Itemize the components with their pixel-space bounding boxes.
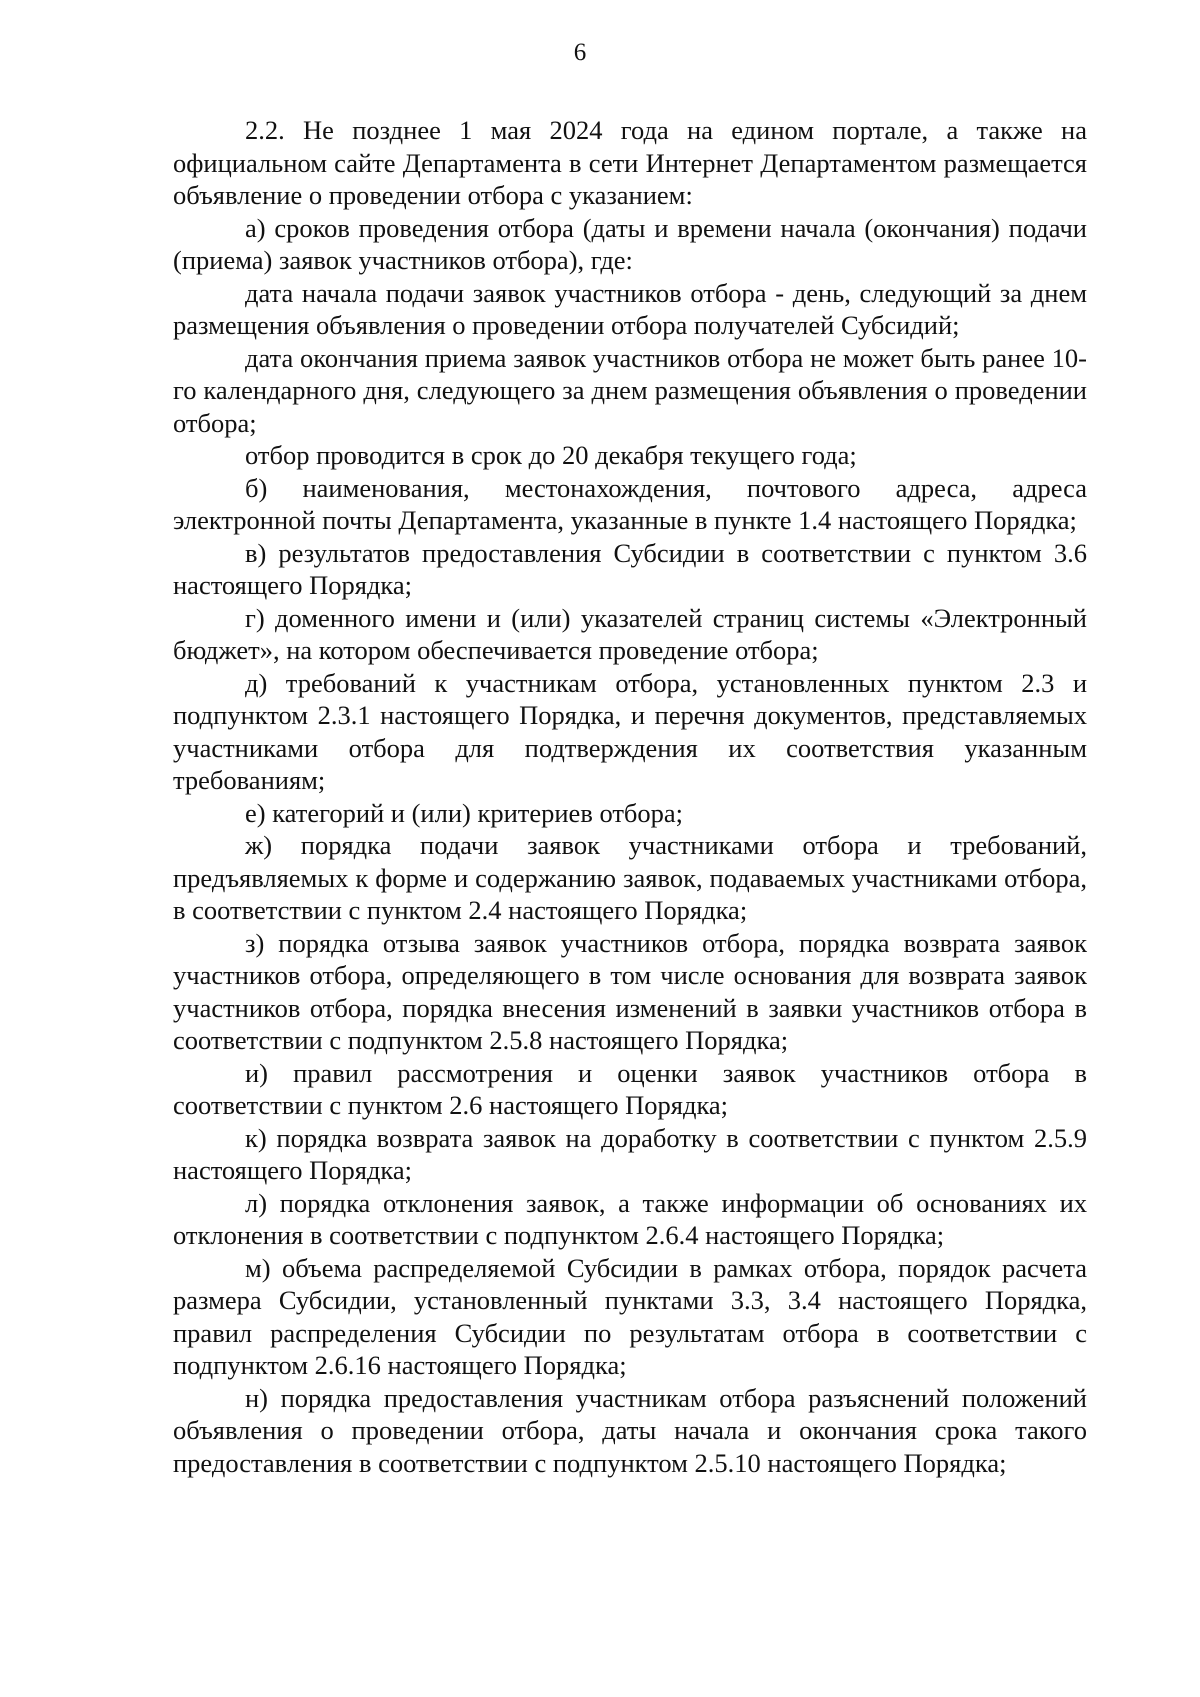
page-number: 6 xyxy=(573,39,587,66)
paragraph: ж) порядка подачи заявок участниками отбора и требований, предъявляемых к форме и содержанию заявок, подаваемых участниками отбора, в соответствии с пунктом 2.4 настоящего Порядка; xyxy=(173,830,1087,925)
paragraph: в) результатов предоставления Субсидии в соответствии с пунктом 3.6 настоящего Порядка; xyxy=(173,537,1087,600)
paragraph: дата окончания приема заявок участников отбора не может быть ранее 10-го календарного дня, следующего за днем размещения объявления о проведении отбора; xyxy=(173,342,1087,438)
paragraph: 2.2. Не позднее 1 мая 2024 года на едином портале, а также на официальном сайте Департамента в сети Интернет Департаментом размещается объявление о проведении отбора с указанием: xyxy=(173,115,1087,210)
paragraph: д) требований к участникам отбора, установленных пунктом 2.3 и подпунктом 2.3.1 настоящего Порядка, и перечня документов, представляемых участниками отбора для подтверждения их соответствия указанным требованиям; xyxy=(173,667,1087,795)
paragraph: г) доменного имени и (или) указателей страниц системы «Электронный бюджет», на котором обеспечивается проведение отбора; xyxy=(173,602,1087,665)
paragraph: дата начала подачи заявок участников отбора - день, следующий за днем размещения объявления о проведении отбора получателей Субсидий; xyxy=(173,277,1087,340)
paragraph: з) порядка отзыва заявок участников отбора, порядка возврата заявок участников отбора, определяющего в том числе основания для возврата заявок участников отбора, порядка внесения изменений в заявки участников отбора в соответствии с подпунктом 2.5.8 настоящего Порядка; xyxy=(173,927,1087,1055)
paragraph: б) наименования, местонахождения, почтового адреса, адреса электронной почты Департамента, указанные в пункте 1.4 настоящего Порядка; xyxy=(173,472,1087,535)
paragraph: е) категорий и (или) критериев отбора; xyxy=(245,797,684,828)
document-body xyxy=(173,114,1087,1479)
paragraph: а) сроков проведения отбора (даты и времени начала (окончания) подачи (приема) заявок участников отбора), где: xyxy=(173,212,1087,275)
paragraph: отбор проводится в срок до 20 декабря текущего года; xyxy=(245,440,857,470)
paragraph: и) правил рассмотрения и оценки заявок участников отбора в соответствии с пунктом 2.6 настоящего Порядка; xyxy=(173,1057,1087,1120)
paragraph: н) порядка предоставления участникам отбора разъяснений положений объявления о проведении отбора, даты начала и окончания срока такого предоставления в соответствии с подпунктом 2.5.10 настоящего Порядка; xyxy=(173,1382,1087,1478)
paragraph: м) объема распределяемой Субсидии в рамках отбора, порядок расчета размера Субсидии, установленный пунктами 3.3, 3.4 настоящего Порядка, правил распределения Субсидии по результатам отбора в соответствии с подпунктом 2.6.16 настоящего Порядка; xyxy=(173,1252,1087,1380)
paragraph: л) порядка отклонения заявок, а также информации об основаниях их отклонения в соответствии с подпунктом 2.6.4 настоящего Порядка; xyxy=(173,1187,1087,1250)
paragraph: к) порядка возврата заявок на доработку в соответствии с пунктом 2.5.9 настоящего Порядка; xyxy=(173,1122,1087,1185)
